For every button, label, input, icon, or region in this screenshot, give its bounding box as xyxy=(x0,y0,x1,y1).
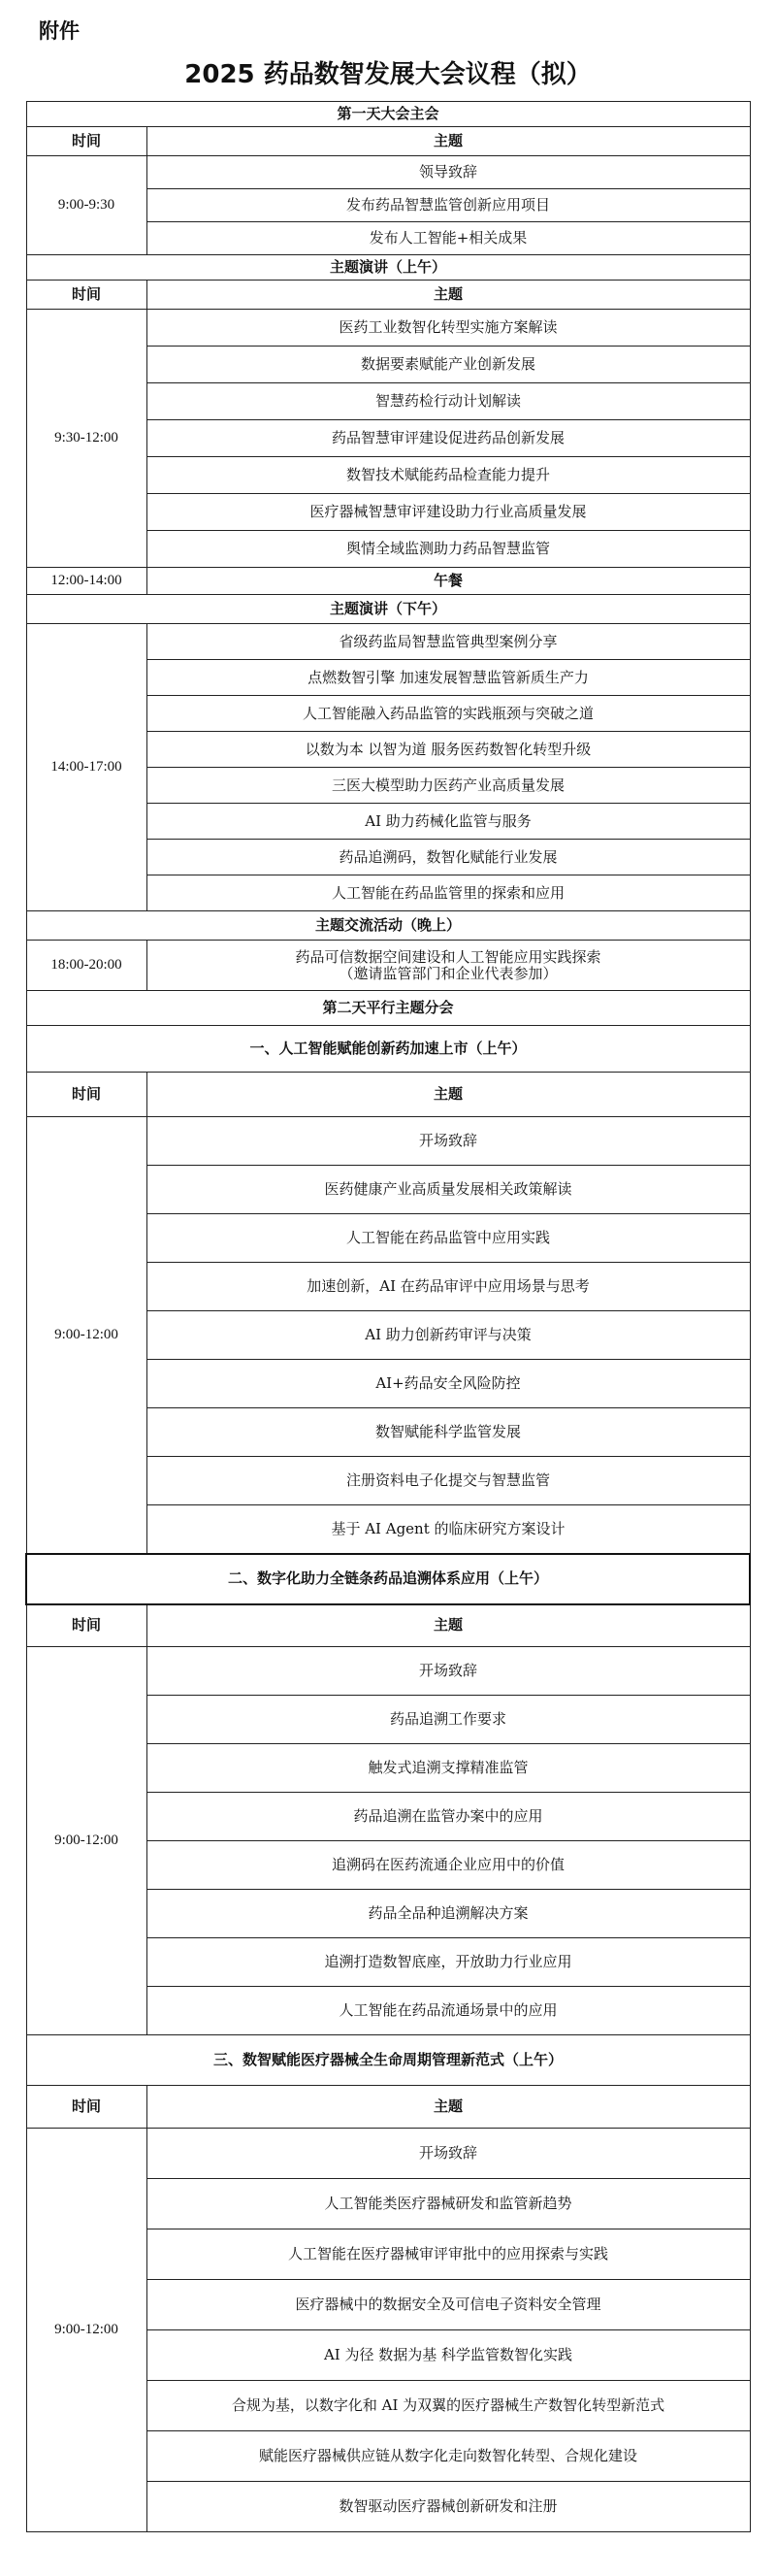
day2-heading: 第二天平行主题分会 xyxy=(26,991,750,1026)
section-row xyxy=(26,595,750,624)
header-row xyxy=(26,2086,750,2129)
topic-cell: AI 助力创新药审评与决策 xyxy=(146,1311,750,1360)
topic-cell: 医药健康产业高质量发展相关政策解读 xyxy=(146,1166,750,1214)
time-cell: 14:00-17:00 xyxy=(26,624,146,911)
topic-cell: 药品追溯在监管办案中的应用 xyxy=(146,1793,750,1841)
table-row xyxy=(26,568,750,595)
section-row xyxy=(26,255,750,281)
topic-cell: 触发式追溯支撑精准监管 xyxy=(146,1744,750,1793)
topic-cell: 舆情全域监测助力药品智慧监管 xyxy=(146,531,750,568)
topic-cell: 医疗器械智慧审评建设助力行业高质量发展 xyxy=(146,494,750,531)
lunch-label: 午餐 xyxy=(146,568,750,595)
header-row xyxy=(26,1073,750,1117)
table-row xyxy=(26,2129,750,2179)
table-row xyxy=(26,156,750,189)
topic-cell: 省级药监局智慧监管典型案例分享 xyxy=(146,624,750,660)
section-row xyxy=(26,911,750,941)
table-row xyxy=(26,310,750,347)
topic-cell xyxy=(146,941,750,991)
time-cell: 9:00-12:00 xyxy=(26,2129,146,2532)
col-topic: 主题 xyxy=(146,127,750,156)
morning-heading: 主题演讲（上午） xyxy=(26,255,750,281)
topic-cell: 发布药品智慧监管创新应用项目 xyxy=(146,189,750,222)
col-topic: 主题 xyxy=(146,1073,750,1117)
evening-topic-line1: 药品可信数据空间建设和人工智能应用实践探索 xyxy=(295,947,601,966)
topic-cell: 基于 AI Agent 的临床研究方案设计 xyxy=(146,1505,750,1554)
topic-cell: 药品追溯工作要求 xyxy=(146,1696,750,1744)
forum2-title: 二、数字化助力全链条药品追溯体系应用（上午） xyxy=(26,1554,750,1604)
topic-cell: 开场致辞 xyxy=(146,1117,750,1166)
time-cell: 9:00-12:00 xyxy=(26,1647,146,2035)
time-cell: 9:00-12:00 xyxy=(26,1117,146,1554)
topic-cell: AI+药品安全风险防控 xyxy=(146,1360,750,1408)
topic-cell: AI 为径 数据为基 科学监管数智化实践 xyxy=(146,2330,750,2381)
topic-cell: 人工智能融入药品监管的实践瓶颈与突破之道 xyxy=(146,696,750,732)
col-topic: 主题 xyxy=(146,2086,750,2129)
topic-cell: 点燃数智引擎 加速发展智慧监管新质生产力 xyxy=(146,660,750,696)
col-time: 时间 xyxy=(26,127,146,156)
topic-cell: 追溯码在医药流通企业应用中的价值 xyxy=(146,1841,750,1890)
topic-cell: 数智技术赋能药品检查能力提升 xyxy=(146,457,750,494)
agenda-table xyxy=(25,101,751,2532)
lunch-time: 12:00-14:00 xyxy=(26,568,146,595)
forum3-title: 三、数智赋能医疗器械全生命周期管理新范式（上午） xyxy=(26,2035,750,2086)
topic-cell: 人工智能在药品监管里的探索和应用 xyxy=(146,875,750,911)
annex-label: 附件 xyxy=(39,19,80,43)
topic-cell: 人工智能在医疗器械审评审批中的应用探索与实践 xyxy=(146,2229,750,2280)
topic-cell: 开场致辞 xyxy=(146,1647,750,1696)
evening-heading: 主题交流活动（晚上） xyxy=(26,911,750,941)
topic-cell: 人工智能类医疗器械研发和监管新趋势 xyxy=(146,2179,750,2229)
topic-cell: 三医大模型助力医药产业高质量发展 xyxy=(146,768,750,804)
topic-cell: 赋能医疗器械供应链从数字化走向数智化转型、合规化建设 xyxy=(146,2431,750,2482)
topic-cell: 加速创新，AI 在药品审评中应用场景与思考 xyxy=(146,1263,750,1311)
table-row xyxy=(26,624,750,660)
header-row xyxy=(26,127,750,156)
topic-cell: 数智赋能科学监管发展 xyxy=(146,1408,750,1457)
topic-cell: 药品追溯码，数智化赋能行业发展 xyxy=(146,840,750,875)
topic-cell: 数智驱动医疗器械创新研发和注册 xyxy=(146,2482,750,2532)
col-time: 时间 xyxy=(26,281,146,310)
topic-cell: 人工智能在药品监管中应用实践 xyxy=(146,1214,750,1263)
topic-cell: 注册资料电子化提交与智慧监管 xyxy=(146,1457,750,1505)
page-title: 2025 药品数智发展大会议程（拟） xyxy=(184,60,592,89)
header-row xyxy=(26,1604,750,1647)
topic-cell: 以数为本 以智为道 服务医药数智化转型升级 xyxy=(146,732,750,768)
day1-heading: 第一天大会主会 xyxy=(26,102,750,127)
col-topic: 主题 xyxy=(146,1604,750,1647)
afternoon-heading: 主题演讲（下午） xyxy=(26,595,750,624)
table-row xyxy=(26,941,750,991)
topic-cell: 开场致辞 xyxy=(146,2129,750,2179)
col-time: 时间 xyxy=(26,1073,146,1117)
header-row xyxy=(26,281,750,310)
topic-cell: 人工智能在药品流通场景中的应用 xyxy=(146,1987,750,2035)
evening-topic-line2: （邀请监管部门和企业代表参加） xyxy=(339,964,558,982)
table-row xyxy=(26,1117,750,1166)
time-cell: 9:00-9:30 xyxy=(26,156,146,255)
section-row xyxy=(26,991,750,1026)
topic-cell: AI 助力药械化监管与服务 xyxy=(146,804,750,840)
topic-cell: 领导致辞 xyxy=(146,156,750,189)
time-cell: 18:00-20:00 xyxy=(26,941,146,991)
col-topic: 主题 xyxy=(146,281,750,310)
topic-cell: 医疗器械中的数据安全及可信电子资料安全管理 xyxy=(146,2280,750,2330)
table-row xyxy=(26,1647,750,1696)
section-row xyxy=(26,1026,750,1073)
topic-cell: 数据要素赋能产业创新发展 xyxy=(146,347,750,383)
topic-cell: 药品全品种追溯解决方案 xyxy=(146,1890,750,1938)
section-row xyxy=(26,1554,750,1604)
topic-cell: 发布人工智能+相关成果 xyxy=(146,222,750,255)
time-cell: 9:30-12:00 xyxy=(26,310,146,568)
topic-cell: 医药工业数智化转型实施方案解读 xyxy=(146,310,750,347)
col-time: 时间 xyxy=(26,1604,146,1647)
forum1-title: 一、人工智能赋能创新药加速上市（上午） xyxy=(26,1026,750,1073)
section-row xyxy=(26,2035,750,2086)
topic-cell: 药品智慧审评建设促进药品创新发展 xyxy=(146,420,750,457)
topic-cell: 智慧药检行动计划解读 xyxy=(146,383,750,420)
topic-cell: 合规为基，以数字化和 AI 为双翼的医疗器械生产数智化转型新范式 xyxy=(146,2381,750,2431)
section-row xyxy=(26,102,750,127)
topic-cell: 追溯打造数智底座，开放助力行业应用 xyxy=(146,1938,750,1987)
col-time: 时间 xyxy=(26,2086,146,2129)
